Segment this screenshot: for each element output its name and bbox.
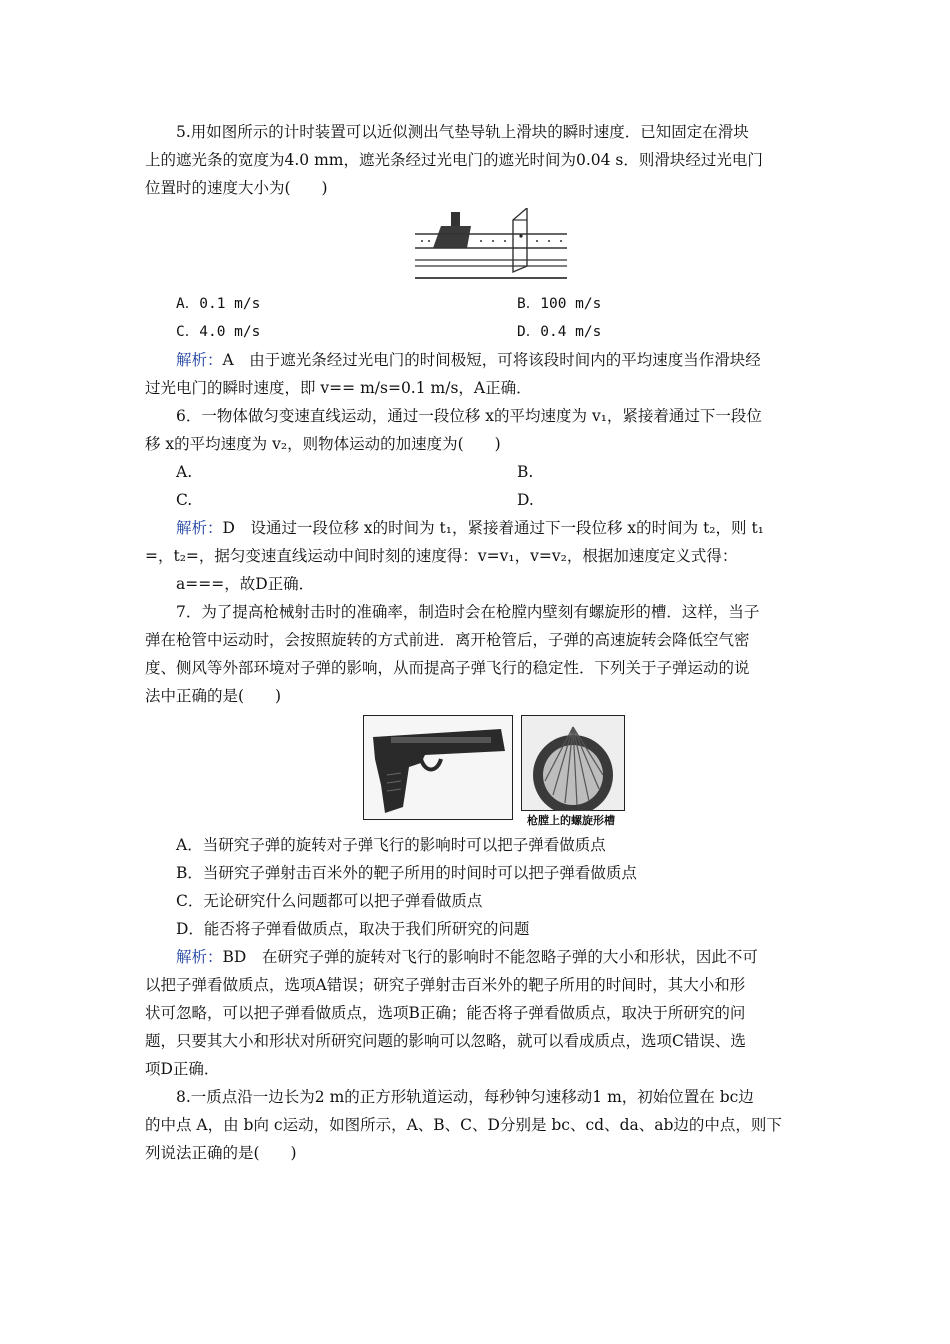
q7-analysis-line5: 项D正确． <box>145 1060 220 1078</box>
q6-stem-line2: 移 x的平均速度为 v₂，则物体运动的加速度为( ) <box>145 435 501 453</box>
q8-stem-line1: 8.一质点沿一边长为2 m的正方形轨道运动，每秒钟匀速移动1 m，初始位置在 bc边 <box>176 1088 754 1106</box>
q6-option-d: D. <box>517 491 534 509</box>
air-track-photogate-figure <box>415 208 567 288</box>
light-shield-strip <box>451 212 460 226</box>
q5-option-a: A．0.1 m/s <box>176 296 261 312</box>
q5-stem-line1: 5.用如图所示的计时装置可以近似测出气垫导轨上滑块的瞬时速度．已知固定在滑块 <box>176 123 749 141</box>
q7-analysis-line2: 以把子弹看做质点，选项A错误；研究子弹射击百米外的靶子所用的时间时，其大小和形 <box>145 976 746 994</box>
q5-option-d: D．0.4 m/s <box>517 324 602 340</box>
q6-stem-line1: 6．一物体做匀变速直线运动，通过一段位移 x的平均速度为 v₁，紧接着通过下一段位 <box>176 407 762 425</box>
q7-option-a: A．当研究子弹的旋转对子弹飞行的影响时可以把子弹看做质点 <box>176 836 606 854</box>
q5-analysis-line2: 过光电门的瞬时速度，即 v== m/s=0.1 m/s，A正确． <box>145 379 532 397</box>
q6-option-a: A. <box>176 463 193 481</box>
rifling-photo <box>521 715 625 811</box>
q6-option-c: C. <box>176 491 193 509</box>
q8-stem-line2: 的中点 A，由 b向 c运动，如图所示，A、B、C、D分别是 bc、cd、da、ab边的中点，则下 <box>145 1116 782 1134</box>
analysis-label: 解析： <box>176 351 223 369</box>
q8-stem-line3: 列说法正确的是( ) <box>145 1144 297 1162</box>
q6-analysis-line2: =，t₂=，据匀变速直线运动中间时刻的速度得：v=v₁，v=v₂，根据加速度定义式得： <box>145 547 738 565</box>
q7-stem-line2: 弹在枪管中运动时，会按照旋转的方式前进．离开枪管后，子弹的高速旋转会降低空气密 <box>145 631 750 649</box>
q7-stem-line1: 7．为了提高枪械射击时的准确率，制造时会在枪膛内壁刻有螺旋形的槽．这样，当子 <box>176 603 760 621</box>
analysis-label: 解析： <box>176 948 223 966</box>
q6-analysis-line1: 解析：D 设通过一段位移 x的时间为 t₁，紧接着通过下一段位移 x的时间为 t₂，则 t₁ <box>176 519 764 537</box>
q7-stem-line3: 度、侧风等外部环境对子弹的影响，从而提高子弹飞行的稳定性．下列关于子弹运动的说 <box>145 659 750 677</box>
q7-option-b: B．当研究子弹射击百米外的靶子所用的时间时可以把子弹看做质点 <box>176 864 637 882</box>
q7-analysis-line4: 题，只要其大小和形状对所研究问题的影响可以忽略，就可以看成质点，选项C错误、选 <box>145 1032 746 1050</box>
slider-block <box>433 226 471 248</box>
q5-option-b: B．100 m/s <box>517 296 602 312</box>
q7-stem-line4: 法中正确的是( ) <box>145 687 282 705</box>
photogate <box>513 208 527 272</box>
analysis-label: 解析： <box>176 519 223 537</box>
q6-option-b: B. <box>517 463 534 481</box>
q7-option-c: C．无论研究什么问题都可以把子弹看做质点 <box>176 892 483 910</box>
q5-option-c: C．4.0 m/s <box>176 324 261 340</box>
pistol-photo <box>363 715 513 820</box>
q6-analysis-line3: a===，故D正确． <box>176 575 315 593</box>
rifling-caption: 枪膛上的螺旋形槽 <box>527 814 615 827</box>
q7-analysis-line1: 解析：BD 在研究子弹的旋转对飞行的影响时不能忽略子弹的大小和形状，因此不可 <box>176 948 758 966</box>
q5-stem-line2: 上的遮光条的宽度为4.0 mm，遮光条经过光电门的遮光时间为0.04 s．则滑块经过光电门 <box>145 151 763 169</box>
q7-analysis-line3: 状可忽略，可以把子弹看做质点，选项B正确；能否将子弹看做质点，取决于所研究的问 <box>145 1004 746 1022</box>
q5-analysis-line1: 解析：A 由于遮光条经过光电门的时间极短，可将该段时间内的平均速度当作滑块经 <box>176 351 761 369</box>
q5-stem-line3: 位置时的速度大小为( ) <box>145 179 328 197</box>
q7-option-d: D．能否将子弹看做质点，取决于我们所研究的问题 <box>176 920 530 938</box>
